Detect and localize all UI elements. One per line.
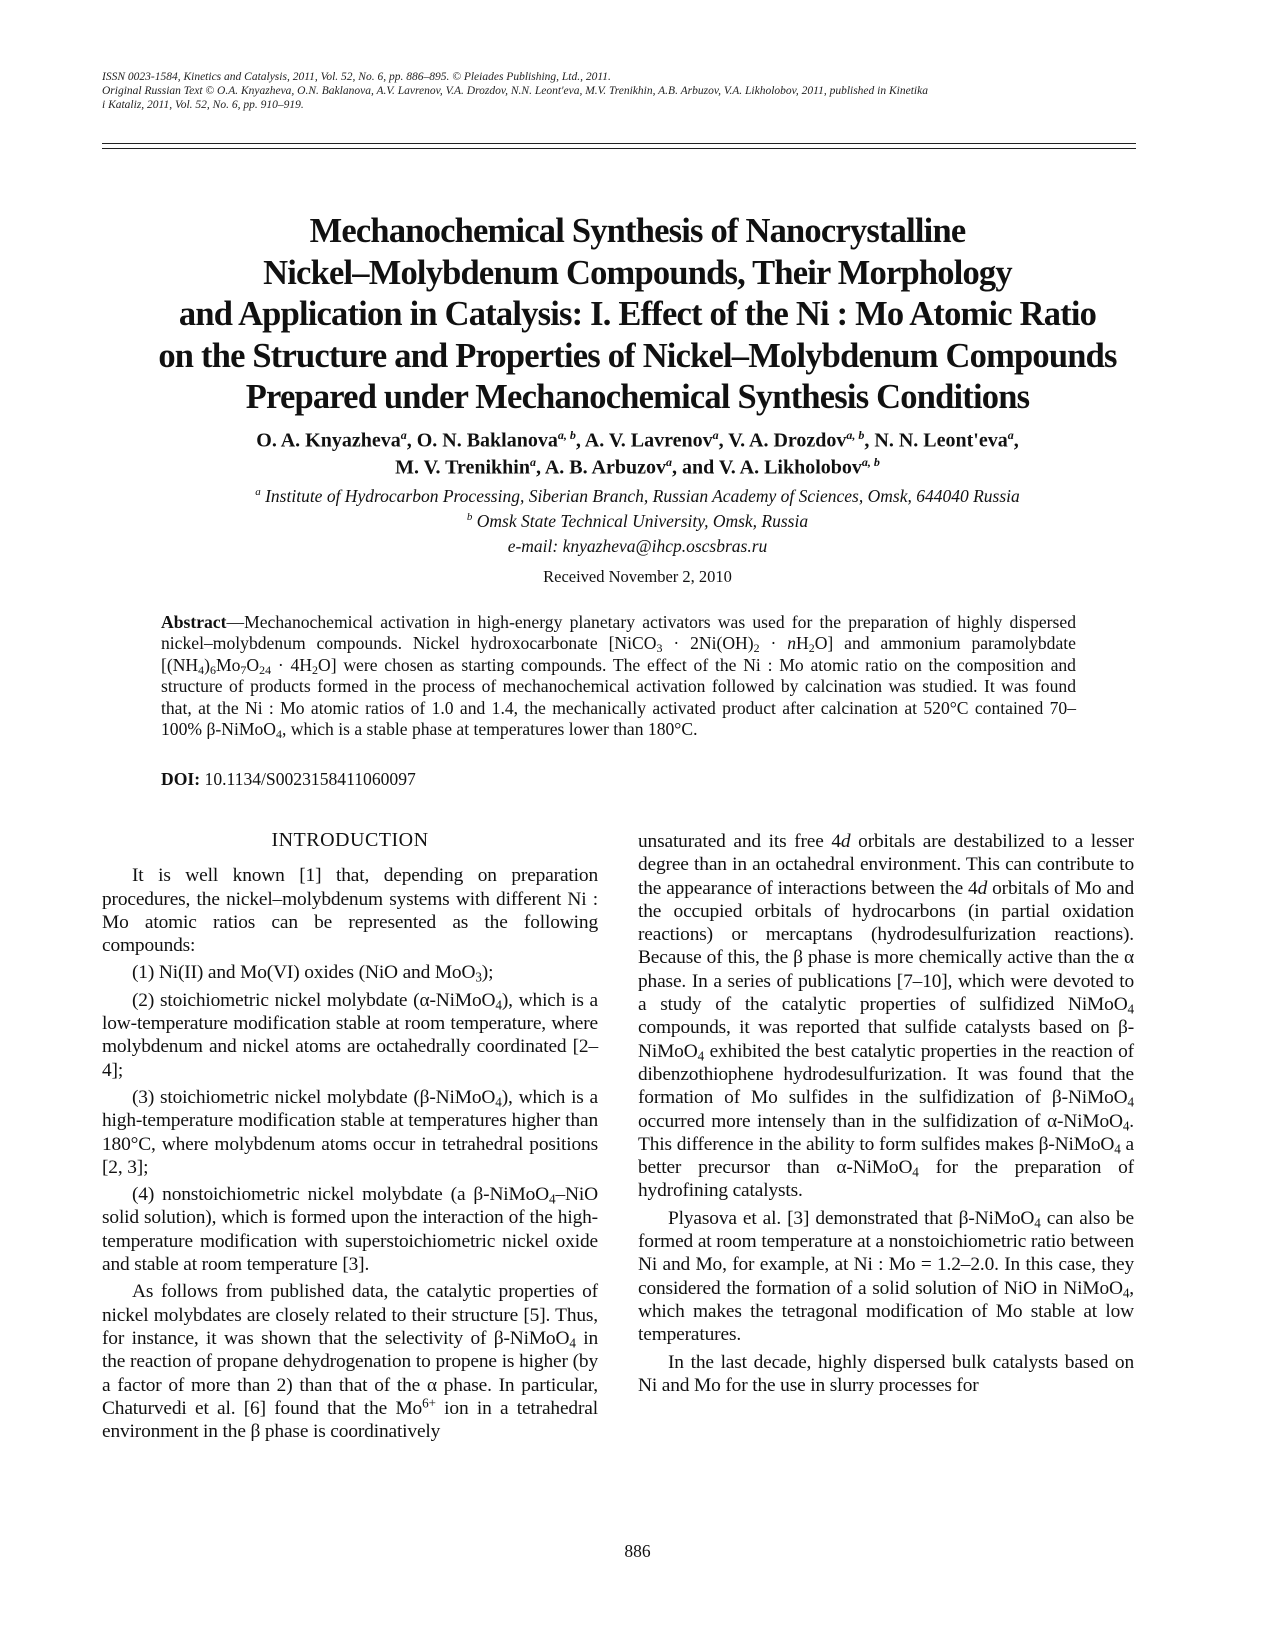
abstract-text: · 4H: [271, 654, 312, 675]
abstract-text: ·: [759, 633, 788, 654]
affiliation-mark: a, b: [557, 428, 576, 442]
author-name: M. V. Trenikhin: [395, 456, 530, 479]
affiliation-mark: a: [1007, 428, 1014, 442]
abstract-text: O] and ammonium paramolybdate [(NH: [161, 633, 1076, 675]
journal-citation-line-3: i Kataliz, 2011, Vol. 52, No. 6, pp. 910–919.: [102, 99, 304, 111]
affiliation-mark: a, b: [846, 428, 865, 442]
author-list-line-1: O. A. Knyazheva$^a$, O. N. Baklanova$^{a, b}$, A. V. Lavrenov$^a$, V. A. Drozdov$^{a, b}$, N. N. Leont'eva$^a$,: [256, 428, 1019, 452]
abstract-text: H: [796, 633, 809, 654]
title-line: and Application in Catalysis: I. Effect of the Ni : Mo Atomic Ratio: [178, 295, 1097, 333]
affiliation-mark: a, b: [861, 455, 880, 469]
title-line: Prepared under Mechanochemical Synthesis Conditions: [245, 378, 1030, 416]
subscript: 7: [240, 662, 247, 677]
doi: [161, 769, 416, 790]
abstract-text: Mo: [215, 654, 241, 675]
subscript: 2: [753, 641, 760, 656]
paragraph-text: . This difference in the ability to form sulfides makes β-NiMoO: [638, 1110, 1134, 1155]
superscript: 6+: [422, 1395, 436, 1411]
header-rule-top: [102, 143, 1136, 144]
subscript: 4: [495, 1094, 502, 1110]
abstract-text: which is a stable phase at temperatures lower than 180°C.: [290, 719, 698, 740]
abstract-text: ,: [281, 719, 287, 740]
paragraph: [638, 1351, 1134, 1398]
paragraph-text: a better precursor than α-NiMoO: [638, 1133, 1134, 1179]
received-date: Received November 2, 2010: [543, 567, 732, 586]
subscript: 4: [495, 997, 502, 1013]
subscript: 4: [1114, 1141, 1121, 1157]
paragraph-text: orbitals are destabilized to a lesser degree than in an octahedral environment. This can contribute to the appearance of interactions between the 4: [638, 831, 1134, 899]
affiliation-b: [80, 511, 1195, 532]
paragraph-text: (3) stoichiometric nickel molybdate (β-NiMoO: [132, 1086, 496, 1108]
subscript: 4: [1034, 1215, 1041, 1231]
subscript: 2: [312, 662, 318, 677]
paragraph-text: (4) nonstoichiometric nickel molybdate (a β-NiMoO: [132, 1184, 550, 1206]
affiliation-mark: a: [400, 428, 407, 442]
paragraph-text: d: [840, 831, 851, 852]
title-line: on the Structure and Properties of Nickel–Molybdenum Compounds: [158, 336, 1117, 375]
paragraph-text: compounds, it was reported that sulfide catalysts based on β-NiMoO: [638, 1017, 1134, 1062]
subscript: 4: [198, 662, 205, 677]
subscript: 6: [209, 662, 216, 677]
author-name: V. A. Drozdov: [728, 429, 847, 452]
affiliation-text: Omsk State Technical University, Omsk, Russia: [476, 511, 809, 531]
page-number: 886: [624, 1541, 651, 1561]
abstract-label: Abstract: [161, 612, 227, 632]
journal-citation-line-1: ISSN 0023-1584, Kinetics and Catalysis, 2011, Vol. 52, No. 6, pp. 886–895. © Pleiades Publishing, Ltd., 2011.: [102, 71, 611, 83]
subscript: 4: [1122, 1284, 1130, 1300]
paragraph: [102, 1183, 598, 1276]
affiliation-text: Institute of Hydrocarbon Processing, Siberian Branch, Russian Academy of Sciences, Omsk, 644040 Russia: [265, 486, 1020, 506]
paragraph-text: occurred more intensely than in the sulfidization of α-NiMoO: [638, 1110, 1123, 1132]
author-list-line-2: M. V. Trenikhin$^a$, A. B. Arbuzov$^a$, and V. A. Likholobov$^{a, b}$: [395, 455, 880, 479]
doi-label: DOI:: [161, 769, 201, 789]
article-title: [80, 211, 1195, 419]
paragraph-text: ), which is a low-temperature modification stable at room temperature, where molybdenum and nickel atoms are octahedrally coordinated [2–4];: [102, 989, 599, 1081]
subscript: 4: [1127, 1001, 1134, 1017]
affiliation-mark: a: [712, 428, 719, 442]
subscript: 24: [259, 662, 272, 677]
subscript: 4: [1122, 1117, 1130, 1133]
paragraph: [638, 1207, 1134, 1347]
author-name: O. N. Baklanova: [416, 429, 558, 452]
subscript: 4: [912, 1164, 919, 1180]
paragraph-text: Plyasova et al. [3] demonstrated that β-NiMoO: [668, 1207, 1035, 1229]
abstract-text: ): [204, 654, 210, 675]
subscript: 2: [808, 641, 815, 656]
paragraph: [638, 830, 1134, 1203]
section-heading-introduction: INTRODUCTION: [271, 829, 429, 851]
affiliation-mark: a: [255, 486, 261, 499]
paragraph: [102, 1280, 598, 1443]
paragraph: [102, 989, 598, 1082]
paragraph-text: exhibited the best catalytic properties in the reaction of dibenzothiophene hydrodesulfurization. It was found that the formation of Mo sulfides in the sulfidization of β-NiMoO: [638, 1040, 1134, 1109]
subscript: 4: [1127, 1094, 1134, 1110]
title-line: Nickel–Molybdenum Compounds, Their Morphology: [263, 253, 1012, 292]
paragraph-text: unsaturated and its free 4: [638, 831, 841, 852]
subscript: 3: [475, 969, 482, 985]
corresponding-email: e-mail: knyazheva@ihcp.oscsbras.ru: [507, 536, 768, 556]
paragraph-text: );: [481, 962, 494, 984]
abstract-text: O] were chosen as starting compounds. The effect of the Ni : Mo atomic ratio on the composition and structure of products formed in the process of mechanochemical activation followed by calcination was studied. It was found that, at the Ni : Mo atomic ratios of 1.0 and 1.4, the mechanically activated product after calcination at 520°C contained 70–100% β-NiMoO: [161, 654, 1076, 740]
author-name: N. N. Leont'eva: [874, 429, 1008, 452]
abstract-text: n: [787, 633, 796, 654]
author-name: A. B. Arbuzov: [544, 456, 666, 479]
subscript: 3: [656, 641, 663, 656]
paragraph-text: It is well known [1] that, depending on preparation procedures, the nickel–molybdenum systems with different Ni : Mo atomic ratios can be represented as the following compounds:: [102, 865, 598, 957]
paragraph-text: orbitals of Mo and the occupied orbitals of hydrocarbons (in partial oxidation reactions) or mercaptans (hydrodesulfurization reactions). Because of this, the β phase is more chemically active than the α phase. In a series of publications [7–10], which were devoted to a study of the catalytic properties of sulfidized NiMoO: [638, 877, 1134, 1016]
affiliation-mark: a: [665, 455, 672, 469]
author-name: O. A. Knyazheva: [256, 429, 401, 452]
subscript: 4: [569, 1335, 576, 1351]
header-rule-bottom: [102, 148, 1136, 149]
paragraph-text: in the reaction of propane dehydrogenation to propene is higher (by a factor of more than 2) than that of the α phase. In particular, Chaturvedi et al. [6] found that the Mo: [102, 1327, 599, 1419]
paragraph-text: , which makes the tetragonal modification of Mo stable at low temperatures.: [638, 1277, 1134, 1346]
paragraph: [102, 961, 598, 984]
paragraph: [102, 1086, 598, 1179]
paragraph-text: (1) Ni(II) and Mo(VI) oxides (NiO and MoO: [132, 962, 476, 984]
paragraph-text: can also be formed at room temperature at a nonstoichiometric ratio between Ni and Mo, for example, at Ni : Mo = 1.2–2.0. In this case, they considered the formation of a solid solution of NiO in NiMoO: [638, 1207, 1134, 1299]
abstract-text: Mechanochemical activation in high-energy planetary activators was used for the preparation of highly dispersed nickel–molybdenum compounds. Nickel hydroxocarbonate [NiCO: [161, 612, 1076, 654]
title-line: Mechanochemical Synthesis of Nanocrystalline: [309, 212, 966, 250]
paragraph-text: for the preparation of hydrofining catalysts.: [638, 1157, 1134, 1202]
journal-citation-line-2: Original Russian Text © O.A. Knyazheva, O.N. Baklanova, A.V. Lavrenov, V.A. Drozdov, N.N. Leont'eva, M.V. Trenikhin, A.B. Arbuzov, V.A. Likholobov, 2011, published in Kinetika: [102, 85, 928, 97]
subscript: 4: [697, 1047, 705, 1063]
author-name: A. V. Lavrenov: [584, 429, 713, 452]
paragraph: [102, 864, 598, 957]
affiliation-a: [80, 486, 1195, 507]
affiliation-mark: a: [529, 455, 536, 469]
paragraph-text: (2) stoichiometric nickel molybdate (α-NiMoO: [132, 989, 496, 1011]
abstract-dash: —: [226, 612, 245, 632]
subscript: 4: [276, 727, 282, 742]
left-column: [102, 829, 599, 1443]
paragraph-text: As follows from published data, the catalytic properties of nickel molybdates are closely related to their structure [5]. Thus, for instance, it was shown that the selectivity of β-NiMoO: [102, 1281, 598, 1349]
paragraph-text: d: [977, 877, 988, 899]
abstract: [161, 612, 1076, 740]
subscript: 4: [549, 1191, 556, 1207]
paragraph-text: ), which is a high-temperature modification stable at temperatures higher than 180°C, where molybdenum atoms occur in tetrahedral positions [2, 3];: [102, 1086, 599, 1178]
right-column: [638, 830, 1134, 1397]
author-name: and V. A. Likholobov: [681, 456, 862, 479]
abstract-text: · 2Ni(OH): [662, 633, 754, 654]
doi-value[interactable]: 10.1134/S0023158411060097: [204, 769, 416, 789]
affiliation-mark: b: [466, 511, 473, 524]
paragraph-text: –NiO solid solution), which is formed upon the interaction of the high-temperature modification with superstoichiometric nickel oxide and stable at room temperature [3].: [102, 1184, 598, 1276]
abstract-text: O: [246, 654, 260, 675]
paragraph-text: In the last decade, highly dispersed bulk catalysts based on Ni and Mo for the use in slurry processes for: [638, 1351, 1134, 1396]
paragraph-text: ion in a tetrahedral environment in the β phase is coordinatively: [102, 1397, 598, 1443]
